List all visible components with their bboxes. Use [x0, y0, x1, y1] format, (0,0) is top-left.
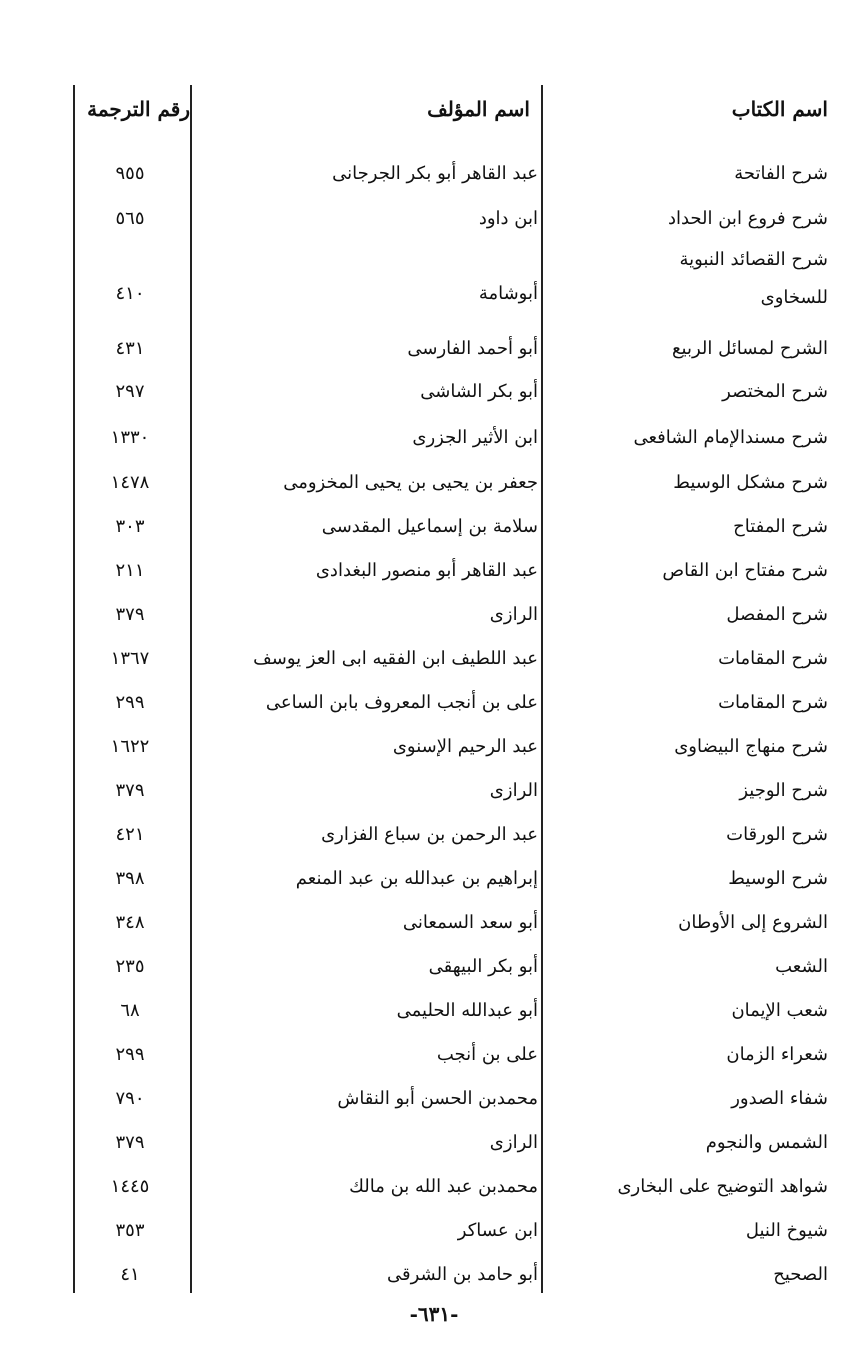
table-row	[0, 691, 868, 735]
table-row	[0, 515, 868, 559]
book-name: شرح الوسيط	[728, 868, 828, 889]
page-number: -٦٣١-	[409, 1302, 459, 1326]
book-name: شعب الإيمان	[731, 1000, 828, 1021]
book-name: الشرح لمسائل الربيع	[671, 338, 828, 359]
header-translation-number: رقم الترجمة	[87, 97, 190, 121]
author-name: على بن أنجب	[436, 1044, 538, 1065]
translation-number: ٣٩٨	[115, 868, 145, 889]
author-name: سلامة بن إسماعيل المقدسى	[321, 516, 538, 537]
author-name: عبد القاهر أبو بكر الجرجانى	[332, 163, 538, 184]
table-row	[0, 647, 868, 691]
table-row	[0, 471, 868, 515]
table-row	[0, 1263, 868, 1307]
translation-number: ٩٥٥	[115, 163, 145, 184]
translation-number: ٣٤٨	[115, 912, 145, 933]
book-name: شرح المفتاح	[733, 516, 828, 537]
translation-number: ٣٧٩	[115, 1132, 145, 1153]
table-row	[0, 1087, 868, 1131]
book-name: شرح مشكل الوسيط	[673, 472, 828, 493]
translation-number: ٤٣١	[115, 338, 145, 359]
author-name: على بن أنجب المعروف بابن الساعى	[265, 692, 538, 713]
table-row	[0, 1043, 868, 1087]
translation-number: ٢١١	[115, 560, 145, 581]
author-name: الرازى	[489, 604, 538, 625]
book-name: شرح الفاتحة	[734, 163, 828, 184]
author-name: أبوشامة	[478, 283, 538, 304]
table-row	[0, 249, 868, 312]
translation-number: ١٤٤٥	[110, 1176, 150, 1197]
translation-number: ١٤٧٨	[110, 472, 150, 493]
translation-number: ١٣٦٧	[110, 648, 150, 669]
book-name: شفاء الصدور	[731, 1088, 828, 1109]
book-name: شرح المقامات	[718, 648, 828, 669]
translation-number: ٤١٠	[115, 283, 145, 304]
table-row	[0, 603, 868, 647]
translation-number: ٤٢١	[115, 824, 145, 845]
author-name: أبو سعد السمعانى	[402, 912, 538, 933]
translation-number: ١٣٣٠	[110, 427, 150, 448]
book-name: شرح مفتاح ابن القاص	[662, 560, 828, 581]
translation-number: ١٦٢٢	[110, 736, 150, 757]
book-name: الصحيح	[773, 1264, 828, 1285]
translation-number: ٣٧٩	[115, 604, 145, 625]
book-name: شرح القصائد النبوية	[679, 249, 828, 270]
author-name: الرازى	[489, 1132, 538, 1153]
table-row	[0, 1175, 868, 1219]
book-name: الشروع إلى الأوطان	[678, 912, 828, 933]
book-name-continued: للسخاوى	[760, 287, 828, 308]
author-name: عبد القاهر أبو منصور البغدادى	[315, 560, 538, 581]
book-name: شرح فروع ابن الحداد	[667, 208, 828, 229]
book-name: شيوخ النيل	[745, 1220, 828, 1241]
author-name: ابن الأثير الجزرى	[412, 427, 538, 448]
translation-number: ٣٧٩	[115, 780, 145, 801]
table-row	[0, 911, 868, 955]
book-name: شرح المختصر	[722, 381, 828, 402]
book-name: شواهد التوضيح على البخارى	[617, 1176, 828, 1197]
translation-number: ٢٩٩	[115, 1044, 145, 1065]
author-name: أبو أحمد الفارسى	[407, 338, 538, 359]
header-author-name: اسم المؤلف	[427, 97, 530, 121]
table-row	[0, 426, 868, 470]
author-name: أبو عبدالله الحليمى	[396, 1000, 538, 1021]
book-name: شرح المقامات	[718, 692, 828, 713]
table-row	[0, 162, 868, 206]
book-name: الشعب	[775, 956, 828, 977]
book-name: الشمس والنجوم	[705, 1132, 828, 1153]
author-name: إبراهيم بن عبدالله بن عبد المنعم	[295, 868, 538, 889]
translation-number: ٧٩٠	[115, 1088, 145, 1109]
table-row	[0, 735, 868, 779]
book-name: شرح مسندالإمام الشافعى	[633, 427, 828, 448]
table-row	[0, 1131, 868, 1175]
book-name: شرح الورقات	[726, 824, 828, 845]
table-row	[0, 823, 868, 867]
table-row	[0, 207, 868, 251]
book-name: شرح الوجيز	[739, 780, 828, 801]
translation-number: ٢٩٩	[115, 692, 145, 713]
author-name: عبد الرحمن بن سباع الفزارى	[321, 824, 538, 845]
table-row	[0, 337, 868, 381]
author-name: أبو بكر الشاشى	[420, 381, 538, 402]
translation-number: ٣٠٣	[115, 516, 145, 537]
author-name: ابن داود	[478, 208, 538, 229]
table-row	[0, 867, 868, 911]
translation-number: ٢٩٧	[115, 381, 145, 402]
table-row	[0, 559, 868, 603]
author-name: أبو بكر البيهقى	[428, 956, 538, 977]
book-name: شعراء الزمان	[726, 1044, 828, 1065]
translation-number: ٤١	[120, 1264, 140, 1285]
author-name: أبو حامد بن الشرقى	[387, 1264, 538, 1285]
author-name: جعفر بن يحيى بن يحيى المخزومى	[283, 472, 538, 493]
table-row	[0, 1219, 868, 1263]
author-name: عبد اللطيف ابن الفقيه ابى العز يوسف	[253, 648, 538, 669]
translation-number: ٢٣٥	[115, 956, 145, 977]
header-book-name: اسم الكتاب	[731, 97, 828, 121]
author-name: الرازى	[489, 780, 538, 801]
translation-number: ٦٨	[120, 1000, 140, 1021]
author-name: ابن عساكر	[457, 1220, 538, 1241]
book-name: شرح المفصل	[726, 604, 828, 625]
author-name: محمدبن الحسن أبو النقاش	[337, 1088, 538, 1109]
table-row	[0, 955, 868, 999]
table-row	[0, 380, 868, 424]
table-row	[0, 779, 868, 823]
translation-number: ٣٥٣	[115, 1220, 145, 1241]
book-name: شرح منهاج البيضاوى	[674, 736, 828, 757]
author-name: محمدبن عبد الله بن مالك	[349, 1176, 538, 1197]
translation-number: ٥٦٥	[115, 208, 145, 229]
table-row	[0, 999, 868, 1043]
author-name: عبد الرحيم الإسنوى	[392, 736, 538, 757]
